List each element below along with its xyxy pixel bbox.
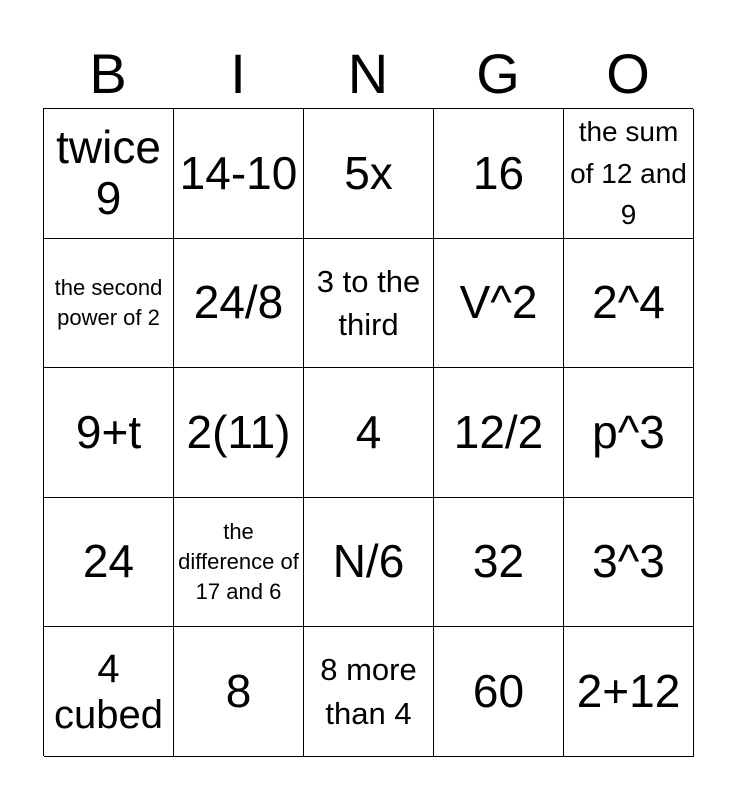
cell-text: twice 9: [56, 120, 161, 225]
cell-text: 5x: [344, 146, 393, 199]
cell-text: the difference of 17 and 6: [178, 518, 299, 605]
bingo-cell-r1-c1: [44, 109, 174, 239]
header-letter-o: O: [606, 42, 650, 105]
bingo-cell-r1-c5: [564, 109, 694, 239]
cell-text: V^2: [459, 276, 538, 329]
bingo-header: [43, 40, 693, 108]
cell-text: 24: [82, 535, 135, 588]
bingo-cell-r4-c4: [434, 498, 564, 628]
cell-text: 3 to the third: [316, 263, 421, 342]
bingo-cell-r4-c2: [174, 498, 304, 628]
bingo-cell-r5-c3: [304, 627, 434, 757]
bingo-cell-r1-c3: [304, 109, 434, 239]
cell-text: 8: [225, 664, 252, 717]
cell-text: the sum of 12 and 9: [570, 116, 687, 231]
bingo-cell-r2-c3: [304, 239, 434, 369]
bingo-cell-r2-c5: [564, 239, 694, 369]
bingo-cell-r3-c2: [174, 368, 304, 498]
cell-text: 2+12: [576, 664, 681, 717]
cell-text: 12/2: [453, 405, 544, 458]
header-letter-i: I: [230, 42, 246, 105]
header-letter-n: N: [347, 42, 389, 105]
bingo-cell-r5-c4: [434, 627, 564, 757]
bingo-cell-r4-c3: [304, 498, 434, 628]
bingo-cell-r2-c2: [174, 239, 304, 369]
cell-text: 32: [472, 535, 525, 588]
cell-text: p^3: [592, 405, 665, 458]
cell-text: N/6: [332, 535, 405, 588]
bingo-cell-r4-c1: [44, 498, 174, 628]
bingo-cell-r3-c5: [564, 368, 694, 498]
cell-text: the second power of 2: [54, 274, 163, 330]
bingo-cell-r3-c4: [434, 368, 564, 498]
bingo-cell-r5-c1: [44, 627, 174, 757]
bingo-cell-r2-c1: [44, 239, 174, 369]
header-letter-g: G: [476, 42, 520, 105]
bingo-cell-r4-c5: [564, 498, 694, 628]
bingo-cell-r3-c3: [304, 368, 434, 498]
cell-text: 8 more than 4: [320, 652, 417, 731]
bingo-cell-r3-c1: [44, 368, 174, 498]
bingo-board: [43, 108, 693, 756]
bingo-cell-r5-c2: [174, 627, 304, 757]
bingo-cell-r5-c5: [564, 627, 694, 757]
cell-text: 16: [472, 146, 525, 199]
cell-text: 4 cubed: [54, 646, 163, 737]
bingo-cell-r1-c2: [174, 109, 304, 239]
cell-text: 2(11): [186, 405, 291, 458]
bingo-cell-r1-c4: [434, 109, 564, 239]
cell-text: 60: [472, 664, 525, 717]
cell-text: 24/8: [193, 276, 284, 329]
bingo-cell-r2-c4: [434, 239, 564, 369]
cell-text: 3^3: [592, 535, 665, 588]
cell-text: 14-10: [179, 146, 298, 199]
cell-text: 2^4: [592, 276, 665, 329]
cell-text: 4: [355, 405, 382, 458]
cell-text: 9+t: [75, 405, 142, 458]
header-letter-b: B: [89, 42, 127, 105]
